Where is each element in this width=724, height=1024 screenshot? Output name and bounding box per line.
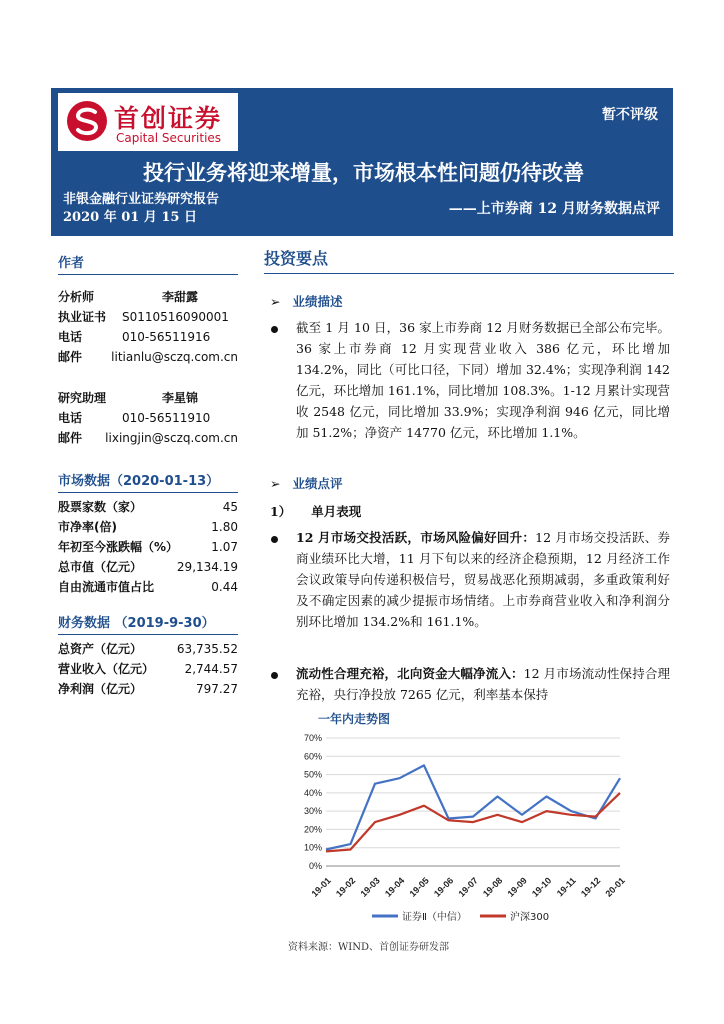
report-subtitle: ——上市券商 12 月财务数据点评 xyxy=(448,201,660,217)
market-row-value: 45 xyxy=(222,500,238,514)
analyst-label: 分析师 xyxy=(58,290,95,304)
analyst-block xyxy=(58,287,238,367)
paragraph-lead: 流动性合理充裕，北向资金大幅净流入： xyxy=(296,666,524,681)
y-tick-label: 40% xyxy=(303,787,322,798)
finance-row-value: 63,735.52 xyxy=(176,642,238,656)
market-row-label: 自由流通市值占比 xyxy=(58,580,155,594)
section-title: 业绩点评 xyxy=(292,476,343,491)
arrow-icon: ➢ xyxy=(270,476,281,491)
legend-label: 证券Ⅱ（中信） xyxy=(402,912,467,923)
assistant-email-link[interactable]: lixingjin@sczq.com.cn xyxy=(105,431,238,445)
finance-row-value: 797.27 xyxy=(196,682,238,696)
bullet-icon xyxy=(271,536,278,543)
industry-label: 非银金融行业证券研究报告 xyxy=(63,192,220,207)
market-row xyxy=(58,557,238,577)
email-link[interactable]: litianlu@sczq.com.cn xyxy=(111,350,238,364)
y-tick-label: 50% xyxy=(303,769,322,780)
y-tick-label: 20% xyxy=(303,824,322,835)
analyst-name: 李甜露 xyxy=(161,290,198,304)
phone-row xyxy=(58,327,238,347)
x-tick-label: 19-11 xyxy=(554,875,578,899)
logo-text-en: Capital Securities xyxy=(116,131,222,145)
finance-data-section xyxy=(58,612,238,699)
logo-text-cn: 首创证券 xyxy=(114,104,223,133)
assistant-label: 研究助理 xyxy=(58,391,107,405)
investment-heading: 投资要点 xyxy=(264,246,674,274)
subsection-number: 1） xyxy=(270,504,292,519)
assistant-name: 李星锦 xyxy=(161,391,198,405)
market-row xyxy=(58,517,238,537)
section-title: 业绩描述 xyxy=(292,294,343,309)
subsection-title: 单月表现 xyxy=(311,504,362,519)
capital-securities-logo-icon xyxy=(66,100,108,142)
market-row-label: 市净率(倍) xyxy=(58,520,117,534)
phone-value: 010-56511916 xyxy=(122,330,211,344)
arrow-icon: ➢ xyxy=(270,294,281,309)
paragraph-liquidity xyxy=(296,663,670,705)
phone-label: 电话 xyxy=(58,330,83,344)
rating-label: 暂不评级 xyxy=(602,107,658,123)
finance-row xyxy=(58,679,238,699)
section-performance-description xyxy=(270,292,343,310)
finance-data-heading: 财务数据 （2019-9-30） xyxy=(58,612,238,635)
bullet-icon xyxy=(271,326,278,333)
x-tick-label: 19-10 xyxy=(529,875,554,899)
market-row-value: 1.07 xyxy=(211,540,238,554)
finance-row-label: 总资产（亿元） xyxy=(58,642,143,656)
market-row-value: 0.44 xyxy=(211,580,238,594)
market-row-value: 1.80 xyxy=(211,520,238,534)
x-tick-label: 19-05 xyxy=(407,875,431,899)
x-tick-label: 19-02 xyxy=(333,875,358,899)
y-tick-label: 70% xyxy=(303,733,322,743)
paragraph-lead: 12 月市场交投活跃，市场风险偏好回升： xyxy=(296,530,536,545)
market-row xyxy=(58,577,238,597)
assistant-phone-row xyxy=(58,408,238,428)
assistant-phone-label: 电话 xyxy=(58,411,83,425)
author-heading: 作者 xyxy=(58,252,238,275)
cert-value: S0110516090001 xyxy=(122,310,229,324)
report-title: 投行业务将迎来增量，市场根本性问题仍待改善 xyxy=(143,161,584,185)
market-row-label: 总市值（亿元） xyxy=(58,560,143,574)
assistant-email-label: 邮件 xyxy=(58,431,83,445)
cert-row xyxy=(58,307,238,327)
finance-row-label: 营业收入（亿元） xyxy=(58,662,155,676)
x-tick-label: 19-04 xyxy=(382,875,407,899)
market-data-heading: 市场数据（2020-01-13） xyxy=(58,470,238,493)
email-row xyxy=(58,347,238,367)
x-tick-label: 19-06 xyxy=(431,875,456,899)
x-tick-label: 20-01 xyxy=(603,875,627,899)
logo xyxy=(58,93,238,151)
series-line-securities xyxy=(326,765,620,849)
x-tick-label: 19-03 xyxy=(358,875,382,899)
assistant-block xyxy=(58,388,238,448)
source-note: 资料来源：WIND、首创证券研发部 xyxy=(288,942,449,953)
bullet-icon xyxy=(271,672,278,679)
assistant-row xyxy=(58,388,238,408)
section-performance-review xyxy=(270,474,343,492)
y-tick-label: 60% xyxy=(303,751,322,762)
market-row-label: 股票家数（家） xyxy=(58,500,143,514)
cert-label: 执业证书 xyxy=(58,310,107,324)
paragraph-market-activity xyxy=(296,527,670,632)
finance-row xyxy=(58,659,238,679)
y-tick-label: 10% xyxy=(303,842,322,853)
x-tick-label: 19-01 xyxy=(309,875,333,899)
email-label: 邮件 xyxy=(58,350,83,364)
x-tick-label: 19-07 xyxy=(456,875,480,899)
finance-row-value: 2,744.57 xyxy=(184,662,238,676)
analyst-row xyxy=(58,287,238,307)
x-tick-label: 19-09 xyxy=(505,875,529,899)
finance-row xyxy=(58,639,238,659)
market-row-label: 年初至今涨跌幅（%） xyxy=(58,540,179,554)
finance-row-label: 净利润（亿元） xyxy=(58,682,143,696)
report-date: 2020 年 01 月 15 日 xyxy=(63,210,197,225)
paragraph-body: 12 月市场交投活跃、券商业绩环比大增，11 月下旬以来的经济企稳预期，12 月经济工作会议政策导向传递积极信号，贸易战恶化预期减弱，多重政策利好及不确定因素的减少提振市场情绪。上市券商营业收入和净利润分别环比增加 134.2%和 161.1%。 xyxy=(296,530,670,629)
assistant-email-row xyxy=(58,428,238,448)
market-row xyxy=(58,497,238,517)
x-tick-label: 19-12 xyxy=(578,875,603,899)
author-section xyxy=(58,252,238,275)
y-tick-label: 0% xyxy=(308,861,322,871)
performance-paragraph: 截至 1 月 10 日，36 家上市券商 12 月财务数据已全部公布完毕。36 家上市券商 12 月实现营业收入 386 亿元，环比增加 134.2%，同比（可比口径，下同）增加 32.4%；实现净利润 142 亿元，环比增加 161.1%，同比增加 108.3%。1-12 月累计实现营收 2548 亿元，同比增加 33.9%；实现净利润 946 亿元，同比增加 51.2%；净资产 14770 亿元，环比增加 1.1%。 xyxy=(296,320,670,440)
trend-chart xyxy=(290,726,630,936)
paragraph-body: 12 月市场流动性保持合理充裕，央行净投放 7265 亿元，利率基本保持 xyxy=(296,666,670,702)
x-tick-label: 19-08 xyxy=(480,875,505,899)
subsection-monthly xyxy=(270,502,361,520)
y-tick-label: 30% xyxy=(303,806,322,817)
assistant-phone-value: 010-56511910 xyxy=(122,411,211,425)
legend-label: 沪深300 xyxy=(510,912,550,923)
chart-title: 一年内走势图 xyxy=(318,712,391,726)
market-data-section xyxy=(58,470,238,597)
market-row-value: 29,134.19 xyxy=(176,560,238,574)
series-line-hs300 xyxy=(326,793,620,852)
market-row xyxy=(58,537,238,557)
